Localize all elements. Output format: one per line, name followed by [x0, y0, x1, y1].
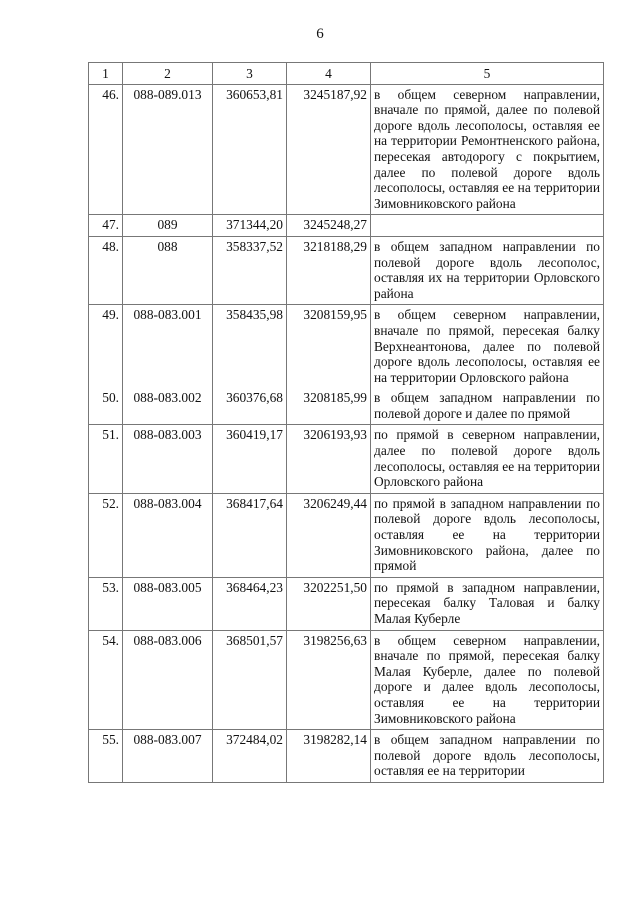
coordinate-x: 360376,68: [213, 388, 287, 425]
table-row: [89, 630, 604, 730]
point-id: 088-089.013: [123, 84, 213, 215]
point-id: 088: [123, 236, 213, 304]
row-number: 52.: [89, 493, 123, 577]
boundary-description: в общем западном направлении по полевой дороге вдоль лесополосы, оставляя ее на территории: [371, 730, 604, 783]
coordinate-y: 3198282,14: [287, 730, 371, 783]
table-row: [89, 388, 604, 425]
boundary-description: [371, 215, 604, 237]
table-row: [89, 305, 604, 388]
coordinate-y: 3208159,95: [287, 305, 371, 388]
row-number: 48.: [89, 236, 123, 304]
point-id: 088-083.007: [123, 730, 213, 783]
table-body: [89, 84, 604, 782]
header-col-3: 3: [213, 63, 287, 85]
row-number: 53.: [89, 577, 123, 630]
coordinate-y: 3202251,50: [287, 577, 371, 630]
row-number: 51.: [89, 425, 123, 493]
point-id: 089: [123, 215, 213, 237]
coordinate-y: 3208185,99: [287, 388, 371, 425]
row-number: 47.: [89, 215, 123, 237]
row-number: 54.: [89, 630, 123, 730]
boundary-description: по прямой в западном направлении, пересекая балку Таловая и балку Малая Куберле: [371, 577, 604, 630]
boundary-table: [88, 62, 604, 783]
table-row: [89, 84, 604, 215]
header-col-5: 5: [371, 63, 604, 85]
boundary-description: в общем северном направлении, вначале по прямой, пересекая балку Малая Куберле, далее по полевой дороге и далее вдоль лесополосы, оставляя ее на территории Зимовниковского района: [371, 630, 604, 730]
coordinate-x: 360653,81: [213, 84, 287, 215]
point-id: 088-083.001: [123, 305, 213, 388]
table-row: [89, 493, 604, 577]
header-col-4: 4: [287, 63, 371, 85]
boundary-description: в общем северном направлении, вначале по прямой, далее по полевой дороге вдоль лесополосы, оставляя ее на территории Ремонтненского района, пересекая автодорогу с покрытием, далее по полевой дороге вдоль лесополосы, оставляя ее на территории Зимовниковского района: [371, 84, 604, 215]
table-row: [89, 215, 604, 237]
header-col-1: 1: [89, 63, 123, 85]
row-number: 50.: [89, 388, 123, 425]
coordinate-x: 368501,57: [213, 630, 287, 730]
boundary-description: в общем западном направлении по полевой дороге и далее по прямой: [371, 388, 604, 425]
row-number: 49.: [89, 305, 123, 388]
point-id: 088-083.002: [123, 388, 213, 425]
coordinate-y: 3198256,63: [287, 630, 371, 730]
coordinate-y: 3206193,93: [287, 425, 371, 493]
coordinate-y: 3245248,27: [287, 215, 371, 237]
header-col-2: 2: [123, 63, 213, 85]
coordinate-y: 3206249,44: [287, 493, 371, 577]
row-number: 46.: [89, 84, 123, 215]
table-row: [89, 425, 604, 493]
point-id: 088-083.003: [123, 425, 213, 493]
point-id: 088-083.004: [123, 493, 213, 577]
coordinate-x: 360419,17: [213, 425, 287, 493]
boundary-description: по прямой в западном направлении по полевой дороге вдоль лесополосы, оставляя ее на территории Зимовниковского района, далее по прямой: [371, 493, 604, 577]
row-number: 55.: [89, 730, 123, 783]
boundary-description: по прямой в северном направлении, далее по полевой дороге вдоль лесополосы, оставляя ее на территории Орловского района: [371, 425, 604, 493]
coordinate-x: 358435,98: [213, 305, 287, 388]
boundary-description: в общем западном направлении по полевой дороге вдоль лесополос, оставляя их на территории Орловского района: [371, 236, 604, 304]
coordinate-y: 3245187,92: [287, 84, 371, 215]
table-header-row: [89, 63, 604, 85]
table-row: [89, 577, 604, 630]
coordinate-x: 371344,20: [213, 215, 287, 237]
page-number: 6: [316, 26, 324, 42]
coordinate-x: 368464,23: [213, 577, 287, 630]
coordinate-y: 3218188,29: [287, 236, 371, 304]
boundary-description: в общем северном направлении, вначале по прямой, пересекая балку Верхнеантонова, далее по полевой дороге вдоль лесополосы, оставляя ее на территории Орловского района: [371, 305, 604, 388]
coordinate-x: 358337,52: [213, 236, 287, 304]
point-id: 088-083.006: [123, 630, 213, 730]
coordinate-x: 372484,02: [213, 730, 287, 783]
point-id: 088-083.005: [123, 577, 213, 630]
table-row: [89, 236, 604, 304]
table-row: [89, 730, 604, 783]
coordinate-x: 368417,64: [213, 493, 287, 577]
